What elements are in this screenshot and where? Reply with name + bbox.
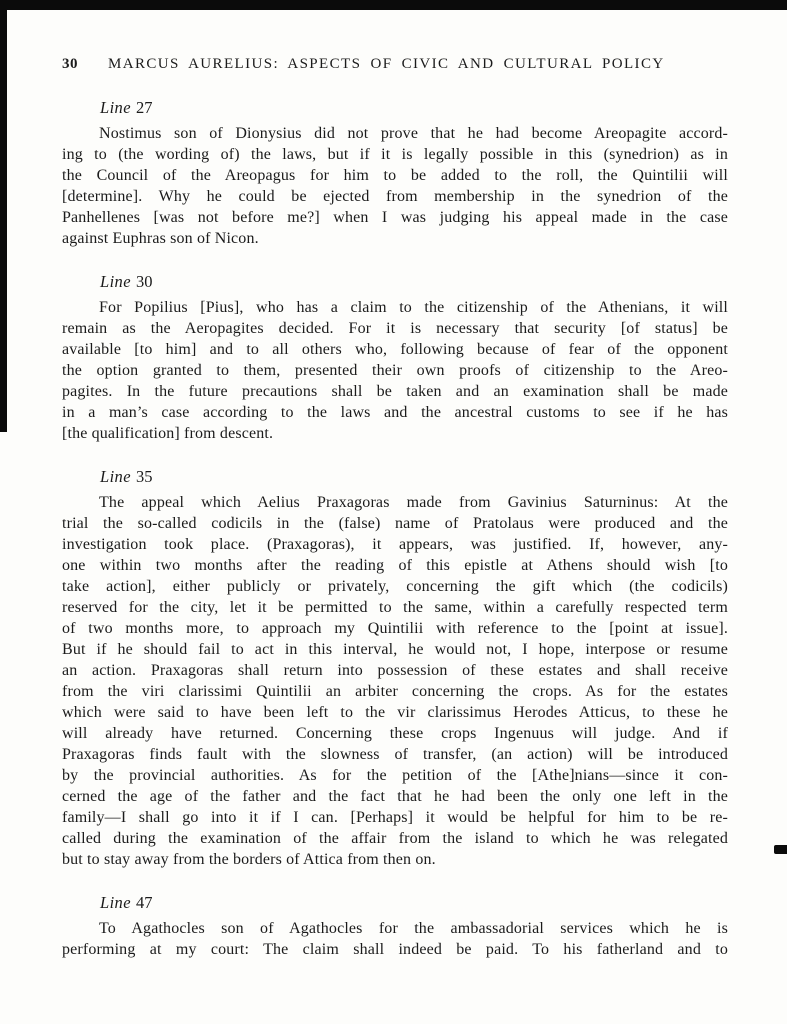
text-line: investigation took place. (Praxagoras), it appears, was justified. If, however, any- <box>62 536 728 553</box>
text-line: [determine]. Why he could be ejected from membership in the synedrion of the <box>62 188 728 205</box>
section-heading-word: Line <box>100 272 131 291</box>
text-line: remain as the Aeropagites decided. For it is necessary that security [of status] be <box>62 320 728 337</box>
text-line: family—I shall go into it if I can. [Perhaps] it would be helpful for him to be re- <box>62 809 728 826</box>
text-line: but to stay away from the borders of Attica from then on. <box>62 851 436 868</box>
text-line: the option granted to them, presented their own proofs of citizenship to the Areo- <box>62 362 728 379</box>
text-line: one within two months after the reading of this epistle at Athens should wish [to <box>62 557 728 574</box>
text-line: in a man’s case according to the laws and the ancestral customs to see if he has <box>62 404 728 421</box>
section-heading-number: 27 <box>135 98 153 117</box>
section-heading-line-47 <box>62 892 728 913</box>
section-heading-line-35 <box>62 466 728 487</box>
text-line: the Council of the Areopagus for him to be added to the roll, the Quintilii will <box>62 167 728 184</box>
section-heading-line-27 <box>62 97 728 118</box>
section-heading-word: Line <box>100 467 131 486</box>
paragraph-line-30 <box>62 297 728 444</box>
section-heading-number: 47 <box>135 893 153 912</box>
text-line: an action. Praxagoras shall return into possession of these estates and shall receive <box>62 662 728 679</box>
page-title: MARCUS AURELIUS: ASPECTS OF CIVIC AND CULTURAL POLICY <box>108 56 665 72</box>
paragraph-line-35 <box>62 492 728 870</box>
section-heading-word: Line <box>100 98 131 117</box>
section-heading-word: Line <box>100 893 131 912</box>
text-line: But if he should fail to act in this interval, he would not, I hope, interpose or resume <box>62 641 728 658</box>
page-number: 30 <box>62 56 78 72</box>
text-line: which were said to have been left to the vir clarissimus Herodes Atticus, to these he <box>62 704 728 721</box>
text-line: ing to (the wording of) the laws, but if it is legally possible in this (synedrion) as in <box>62 146 728 163</box>
page-header <box>62 56 728 73</box>
text-line: available [to him] and to all others who, following because of fear of the opponent <box>62 341 728 358</box>
section-heading-number: 30 <box>135 272 153 291</box>
text-line: pagites. In the future precautions shall be taken and an examination shall be made <box>62 383 728 400</box>
text-line: [the qualification] from descent. <box>62 425 274 442</box>
text-line: cerned the age of the father and the fact that he had been the only one left in the <box>62 788 728 805</box>
text-line: against Euphras son of Nicon. <box>62 230 259 247</box>
text-line: Panhellenes [was not before me?] when I was judging his appeal made in the case <box>62 209 728 226</box>
text-line: take action], either publicly or privately, concerning the gift which (the codicils) <box>62 578 728 595</box>
text-line: performing at my court: The claim shall indeed be paid. To his fatherland and to <box>62 941 728 958</box>
text-line: from the viri clarissimi Quintilii an arbiter concerning the crops. As for the estates <box>62 683 728 700</box>
text-line: Praxagoras finds fault with the slowness of transfer, (an action) will be introduced <box>62 746 728 763</box>
text-line: of two months more, to approach my Quintilii with reference to the [point at issue]. <box>62 620 728 637</box>
section-heading-number: 35 <box>135 467 153 486</box>
text-line: called during the examination of the affair from the island to which he was relegated <box>62 830 728 847</box>
text-line: To Agathocles son of Agathocles for the ambassadorial services which he is <box>99 920 728 937</box>
paragraph-line-27 <box>62 123 728 249</box>
text-line: Nostimus son of Dionysius did not prove that he had become Areopagite accord- <box>99 125 728 142</box>
text-line: trial the so-called codicils in the (false) name of Pratolaus were produced and the <box>62 515 728 532</box>
section-heading-line-30 <box>62 271 728 292</box>
text-line: The appeal which Aelius Praxagoras made from Gavinius Saturninus: At the <box>99 494 728 511</box>
text-line: For Popilius [Pius], who has a claim to the citizenship of the Athenians, it will <box>99 299 728 316</box>
text-line: will already have returned. Concerning these crops Ingenuus will judge. And if <box>62 725 728 742</box>
paragraph-line-47 <box>62 918 728 960</box>
text-line: reserved for the city, let it be permitted to the same, within a carefully respected term <box>62 599 728 616</box>
text-line: by the provincial authorities. As for the petition of the [Athe]nians—since it con- <box>62 767 728 784</box>
